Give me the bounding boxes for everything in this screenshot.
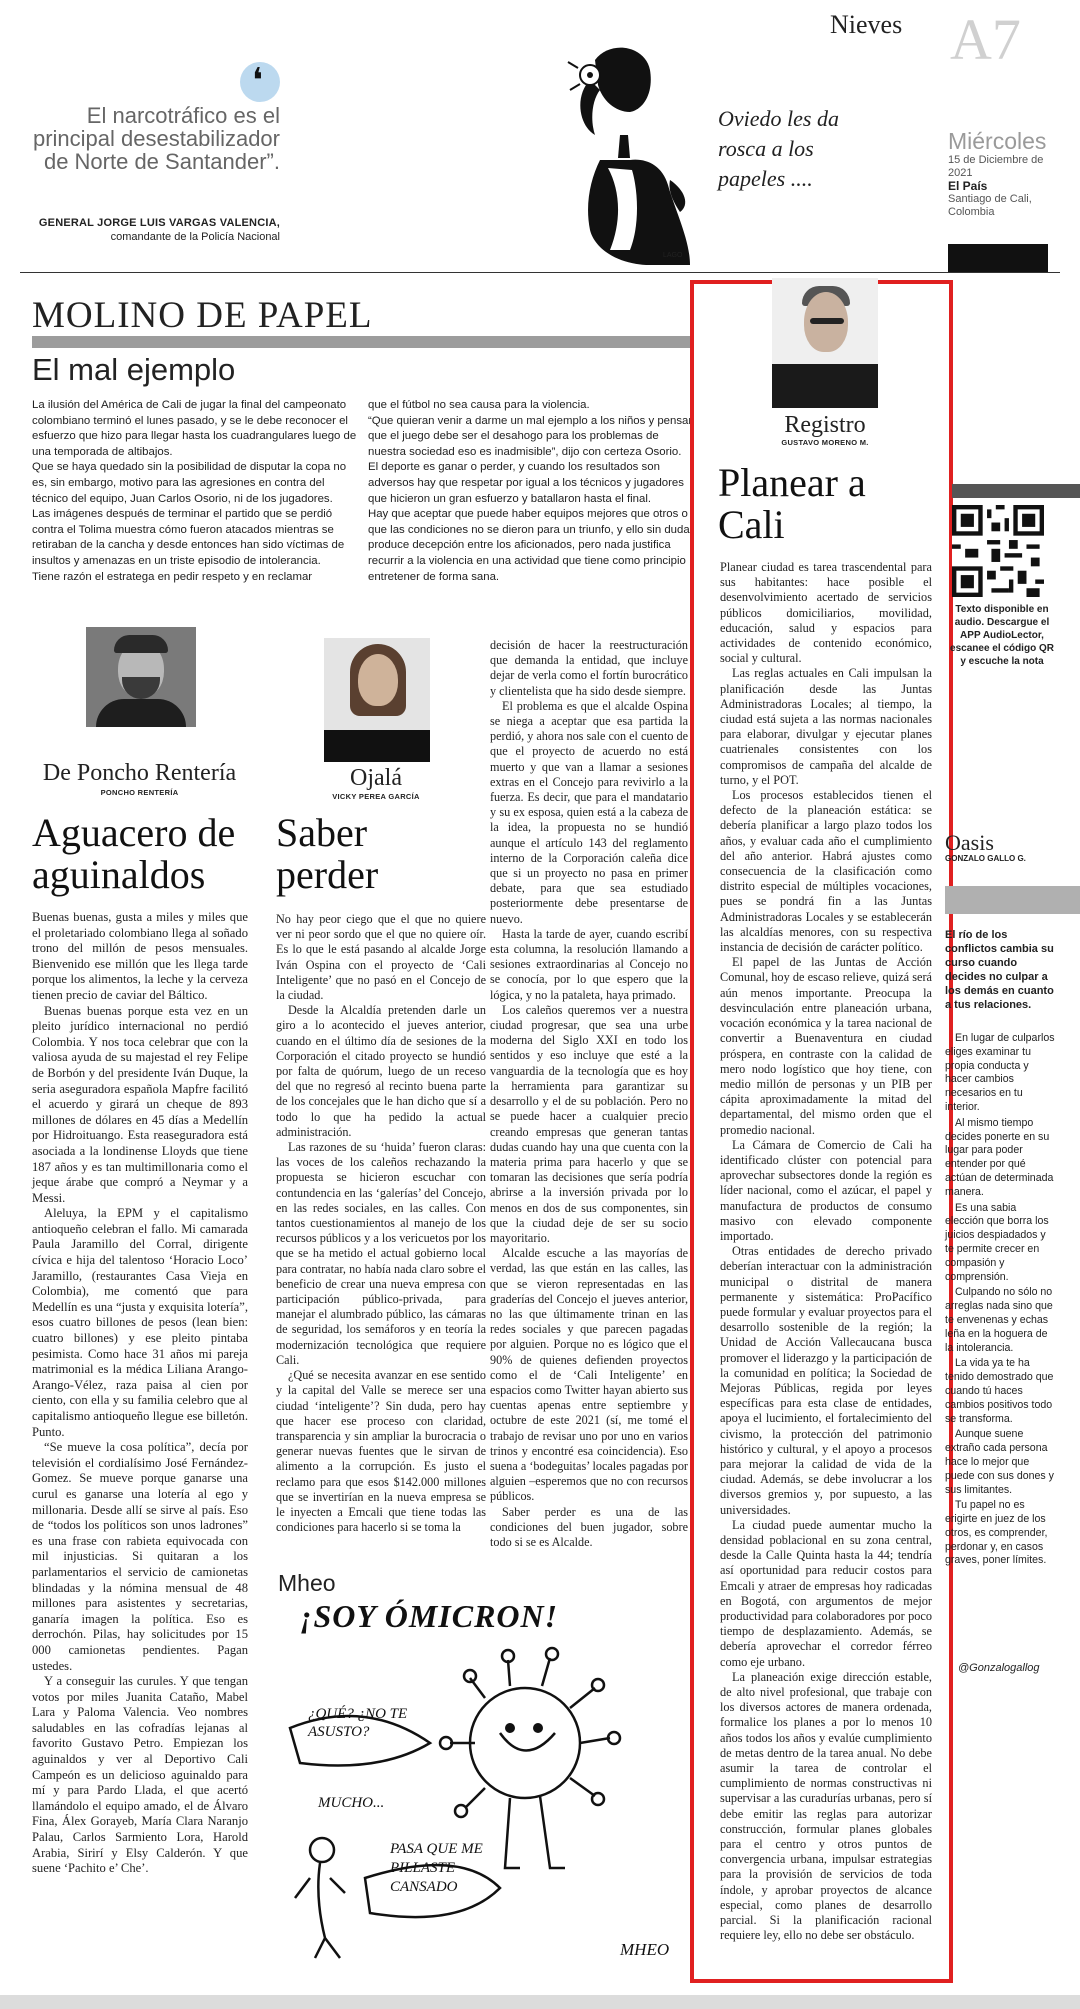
oasis-lead: El río de los conflictos cambia su curso cuando decides no culpar a los demás en cuanto a tus relaciones. [945,929,1054,1011]
paragraph: La vida ya te ha tenido demostrado que cuando tú haces cambios positivos todo se transforma. [945,1357,1054,1425]
article-body-registro [720,560,932,1943]
section-title: MOLINO DE PAPEL [32,295,373,336]
oasis-body [945,1032,1057,1570]
editorial-column-1: La ilusión del América de Cali de jugar la final del campeonato colombiano terminó el lunes pasado, y se le debe reconocer el esfuerzo que hizo para llegar hasta los cuadrangulares luego de una temporada de altibajos. Que se haya quedado sin la posibilidad de disputar la copa no es, sin embargo, motivo para las agresiones en contra del técnico del equipo, Juan Carlos Osorio, ni de los jugadores. Las imágenes después de terminar el partido que se perdió contra el Tolima muestra cómo fueron atacados mientras se retiraban de la cancha y desde entonces han sido víctimas de insultos y amenazas en un triste episodio de intolerancia. Tiene razón el estratega en pedir respeto y en reclamar [32,399,357,583]
qr-code-icon[interactable] [952,505,1044,597]
article-body-ojala-2 [490,638,688,1550]
paragraph: Las reglas actuales en Cali impulsan la planificación desde las Juntas Administradoras Locales; al tiempo, la ciudad está sujeta a las normas nacionales para elaborar, divulgar y ejecutar planes cuatrienales consistentes con los compromisos de campaña del alcalde de turno, y el POT. [720,666,932,787]
paragraph: La Cámara de Comercio de Cali ha identificado clúster con potencial para aprovechar subsectores donde la región es líder nacional, como el azúcar, el papel y manufactura de productos de consumo masivo con elevado componente importado. [720,1137,932,1243]
city: Santiago de Cali, Colombia [948,193,1032,218]
section-name: Nieves [830,10,903,39]
paragraph: Las razones de su ‘huida’ fueron claras: las voces de los caleños rechazando la propuesta se hicieron escuchar con contundencia en las ‘galerías’ del Concejo, en las redes sociales, en las calles. Con tantos cuestionamientos al manejo de los recursos públicos y a los vericuetos por los que se ha metido el actual gobierno local para contratar, no había nada claro sobre el beneficio de crear una nueva empresa con participación público-privada, para manejar el alumbrado público, las cámaras de seguridad, los semáforos y en teoría la modernización tecnológica que requiere Cali. [276,1140,486,1367]
audio-note: Texto disponible en audio. Descargue el APP AudioLector, escanee el código QR y escuche la nota [950,604,1054,667]
paragraph: Y a conseguir las curules. Y que tengan votos por miles Juanita Cataño, Mabel Lara y Paloma Valencia. Veo nombres saludables en las cofradías lejanas al favorito Gustavo Petro. Empiezan los aguinaldos y ver al Deportivo Cali Campeón es un delicioso aguinaldo para mí y para Pardo Llada, el que acertó llamándolo el equipo amado, el de Álvaro Fina, Álex Gorayeb, María Clara Naranjo Palau, Carlos Sarmiento Lora, Harold Arabia, Sirirí y Elsy Calderón. Y que suene ‘Pachito e’ Che’. [32,1674,248,1876]
byline-registro: Registro [784,412,866,438]
cartoon-signature: MHEO [620,1940,670,1959]
cartoon-title: ¡SOY ÓMICRON! [300,1598,559,1634]
paragraph: Aunque suene extraño cada persona hace lo mejor que puede con sus dones y sus limitantes. [945,1428,1054,1496]
weekday: Miércoles [948,128,1047,154]
paragraph: Los caleños queremos ver a nuestra ciudad progresar, que sea una urbe moderna del Siglo XXI en todo los sentidos y eso incluye que esté a la vanguardia de la tecnología que es hoy la herramienta para garantizar su desarrollo y el de su población. Pero no se puede hacer a cualquier precio creando empresas que generan tantas dudas cuando hay una que cuenta con la materia prima para hacerlo y que se tomaran las decisiones que sería podría abrirse a la inversión privada por lo menos en dos de sus componentes, sin que la ciudad deje de ser su socio mayoritario. [490,1002,688,1245]
headline-registro: Planear a Cali [718,460,866,547]
author-registro: GUSTAVO MORENO M. [781,438,869,447]
headline-renteria: Aguacero de aguinaldos [32,810,236,897]
paragraph: ¿Qué se necesita avanzar en ese sentido y la capital del Valle se merece ser una ciudad ‘inteligente’? Sin duda, pero hay que hacer ese proceso con claridad, transparencia y sin ampliar la burocracia o generar nuevas fuentes que le sirvan de alimento a la corrupción. Es justo el reclamo para que esos $142.000 millones que se invertirían en la nueva empresa se le inyecten a Emcali que tiene todas las condiciones para hacerlo si se toma la [276,1368,486,1535]
oasis-gray-bar [945,886,1080,914]
oasis-twitter-handle[interactable]: @Gonzalogallog [958,1662,1040,1674]
paragraph: El problema es que el alcalde Ospina se niega a aceptar que esa partida la perdió, y ahora nos sale con el cuento de que el proyecto de acuerdo no está muerto y que van a llamar a sesiones extras en el Concejo para revivirlo a la fuerza. Es decir, que para el mandatario y su ex esposa, quien está a la cabeza de la idea, la propuesta no se hundió aunque el artículo 143 del reglamento interno de la Corporación caleña dice que si un proyecto no pasa en primer debate, para que sea estudiado posteriormente debe presentarse de nuevo. [490,698,688,926]
editorial-title: El mal ejemplo [32,352,236,387]
footer-bar [0,1995,1080,2009]
article-body-ojala-1 [276,912,486,1535]
paragraph: La ciudad puede aumentar mucho la densidad poblacional en su zona central, desde la Calle Quinta hasta la 44; tendría así oportunidad para reducir costos para Emcali y atraer de empresas hoy radicadas en Bogotá, con argumentos de mejor productividad para colaboradores por poco tiempo de desplazamiento. Además, se debería aprovechar el corredor férreo como eje urbano. [720,1517,932,1669]
section-gray-bar [32,336,692,348]
cartoon-bubble-man-2: PASA QUE ME PILLASTE CANSADO [390,1841,483,1895]
author-photo-moreno [772,278,878,408]
date: 15 de Diciembre de 2021 [948,154,1044,179]
headline-ojala: Saber perder [276,810,379,897]
quote-glyph: ❛ [252,63,263,100]
cartoon-bubble-virus: ¿QUÉ? ¿NO TE ASUSTO? [308,1706,408,1740]
paragraph: Planear ciudad es tarea trascendental para sus habitantes: hace posible el desenvolvimiento acertado de servicios públicos domiciliarios, movilidad, educación, salud y espacios para actividades de contenido económico, social y cultural. [720,560,932,666]
paragraph: “Se mueve la cosa política”, decía por televisión el cordialísimo José Fernández-Gomez. Se mueve porque ganarse una curul es ganarse una lotería al ego y millonaria. Desde allí se sirve al país. Eso de “todos los políticos son unos ladrones” es una frase con rabieta equivocada con mil injusticias. Si quitaran a los parlamentarios el servicio de camionetas blindadas y la nómina mensual de 48 millones para asistentes y secretarias, ganaría imagen la política. Eso es derrochón. Pilas, hay solicitudes por 15 000 camionetas pendientes. Pagan ustedes. [32,1440,248,1673]
paragraph: Aleluya, la EPM y el capitalismo antioqueño celebran el fallo. Mi camarada Paula Jaramillo del Corral, dirigente cívica e hija del talentoso ‘Horacio Loco’ Jaramillo, (restaurantes Casa Vieja en Colombia), me comentó que para Medellín es una “justa y exquisita lotería”, esos cuatro billones de pesos (lean bien: cuatro billones) y ese pleito pintaba pesimista. Como hace 31 años mi pareja matrimonial es la médica Liliana Arango-Arango-Vélez, raza paisa al cien por ciento, con ella y su familia celebro que al capitalismo antioqueño llegue ese billetón. Punto. [32,1206,248,1439]
header-black-bar [948,244,1048,272]
paragraph: Desde la Alcaldía pretenden darle un giro a lo acontecido el jueves anterior, cuando en el último día de sesiones de la Corporación el citado proyecto se hundió por falta de quórum, luego de un receso del que no regresó al recinto buena parte de los concejales que le han dicho que sí a todo lo que ha pedido la actual administración. [276,1003,486,1139]
cartoon-bubble-man-1: MUCHO... [318,1795,385,1811]
header-divider [20,272,1060,273]
author-renteria: PONCHO RENTERÍA [100,788,179,797]
paragraph: Saber perder es una de las condiciones del buen jugador, sobre todo si se es Alcalde. [490,1504,688,1549]
paragraph: El papel de las Juntas de Acción Comunal, hoy de escaso relieve, quizá será aún menos importante. Preocupa la desvinculación entre planeación urbana, vocación económica y la tarea nacional de convertir a Buenaventura en ciudad próspera, en contraste con la calidad de mero nodo logístico que hoy tiene, con medio millón de personas y un PIB per cápita aproximadamente la mitad del departamental, del mismo orden que el promedio nacional. [720,955,932,1137]
byline-oasis: Oasis [945,830,994,855]
strip-gray-bar [952,484,1080,498]
nieves-signature: LAGO [663,252,683,259]
author-ojala: VICKY PEREA GARCÍA [332,792,420,801]
quote-icon [240,62,280,102]
byline-ojala: Ojalá [350,765,402,791]
quote-author-role: comandante de la Policía Nacional [110,231,280,243]
paragraph: En lugar de culparlos eliges examinar tu propia conducta y hacer cambios necesarios en tu interior. [945,1032,1055,1113]
paragraph: Culpando no sólo no arreglas nada sino que te envenenas y echas leña en la hoguera de la intolerancia. [945,1286,1053,1354]
paragraph: decisión de hacer la reestructuración que demanda la entidad, que incluye dejar de verla como el fortín burocrático y clientelista que ha sido desde siempre. [490,638,688,698]
editorial-column-2: que el fútbol no sea causa para la violencia. “Que quieran venir a darme un mal ejemplo a los niños y pensar que el juego debe ser el desahogo para los problemas de nuestra sociedad eso es inadmisible”, dijo con certeza Osorio. El deporte es ganar o perder, y cuando los resultados son adversos hay que respetar por igual a los técnicos y jugadores que hicieron un gran esfuerzo y batallaron hasta el final. Hay que aceptar que puede haber equipos mejores que otros o que las condiciones no se dieron para un triunfo, y ello sin duda produce decepción entre los aficionados, pero nada justifica recurrir a la violencia en una actividad que tiene como principio entretener de forma sana. [368,399,693,583]
quote-author: GENERAL JORGE LUIS VARGAS VALENCIA, [38,217,280,229]
article-body-renteria [32,910,248,1877]
author-photo-renteria [86,627,196,727]
paragraph: Los procesos establecidos tienen el defecto de la planeación estática: se debería planificar a largo plazo todos los años, y evaluar cada año el cumplimiento del año anterior. Habrá ajustes como consecuencia de la clasificación como distrito especial de múltiples vocaciones, pues se pondrá fin a las Juntas Administradoras Locales y se establecerán las alcaldías menores, con su respectiva instancia de decisión de carácter político. [720,788,932,955]
front-quote: El narcotráfico es el principal desestabilizador de Norte de Santander”. [32,103,280,174]
quote-attribution [20,216,280,244]
paragraph: La planeación exige dirección estable, de alto nivel profesional, que trabaje con los diversos actores de manera ordenada, formalice los planes a por lo menos 10 años todos los años y evalúe cumplimiento de metas dentro de la tarea anual. No debe asumir la tarea de controlar el cumplimiento de normas constructivas ni supervisar a las curadurías urbanas, pero sí debe emitir las reglas para autorizar construcción, formular planes globales para el centro y otros puntos de convergencia urbana, impulsar estrategias para la provisión de servicios de toda índole, y aprobar proyectos de alcance especial, como planes de desarrollo parcial. Si la planificación racional requiere ley, ello no debe ser obstáculo. [720,1669,932,1943]
paper-name: El País [948,179,988,193]
cartoon-section: Mheo [278,1570,336,1596]
paragraph: Hasta la tarde de ayer, cuando escribí esta columna, la resolución llamando a sesiones extraordinarias al Concejo no se conocía, por lo que espero que la lógica, y no la pataleta, haya primado. [490,926,688,1002]
byline-renteria: De Poncho Rentería [42,760,237,786]
paragraph: Otras entidades de derecho privado deberían interactuar con la administración municipal o distrital de manera permanente y sistemática: ProPacífico puede formular y evaluar proyectos para el desarrollo sostenible de la región; la Unidad de Acción Vallecaucana busca promover el liderazgo y la participación de la comunidad en política; la Sociedad de Mejoras Públicas, regida por leyes específicas para esta clase de entidades, apoya el lucimiento, el fortalecimiento del civismo, la protección del patrimonio histórico y cultural, y el apoyo a procesos para mejorar la calidad de vida de la ciudad. Además, se debe involucrar a los diversos gremios y, por supuesto, a las universidades. [720,1244,932,1517]
author-oasis: GONZALO GALLO G. [945,854,1026,863]
paragraph: Buenas buenas, gusta a miles y miles que el proletariado colombiano llega al soñado trono del millón de pesos mensuales. Bienvenido ese millón que les llega tarde porque los alimentos, la leche y la cerveza tienen precio de caviar del Báltico. [32,910,248,1002]
paragraph: No hay peor ciego que el que no quiere ver ni peor sordo que el que no quiere oír. Es lo que le está pasando al alcalde Jorge Iván Ospina con el proyecto de ‘Cali Inteligente’ que no pasó en el Concejo de la ciudad. [276,912,486,1003]
paragraph: Buenas buenas porque esta vez en un pleito jurídico internacional no perdió Colombia. Y nos toca celebrar que con la valiosa ayuda de su majestad el rey Felipe de Borbón y del presidente Iván Duque, la seria aseguradora española Mapfre facilitó el acuerdo y girará un cheque de 893 millones de dólares en 45 días a Medellín por Hidroituango. Esta reaseguradora está asociada a la londinense Lloyds que tiene 187 años y es tan multimillonaria como el jeque árabe que compró a Neymar y a Messi. [32,1003,248,1205]
paragraph: Alcalde escuche a las mayorías de verdad, las que están en las calles, las que se vieron representadas en las graderías del Concejo el jueves anterior, no las que últimamente trinan en las redes sociales y que parecen pagadas por alguien. Porque no es lógico que el 90% de quienes defienden proyectos como el de ‘Cali Inteligente’ en espacios como Twitter hayan abierto sus cuentas apenas entre septiembre y octubre de este 2021 (sí, me tomé el trabajo de revisar uno por uno en varios trinos y encontré esa coincidencia). Eso suena a ‘bodeguitas’ locales pagadas por alguien –esperemos que no con recursos públicos. [490,1246,688,1504]
nieves-handwritten-note: Oviedo les da rosca a los papeles .... [718,106,839,191]
paragraph: Al mismo tiempo decides ponerte en su lugar para poder entender por qué actúan de determinada manera. [945,1116,1054,1198]
date-block [948,128,1068,219]
page-number: A7 [950,7,1021,72]
nieves-illustration [550,40,730,265]
paragraph: Es una sabia elección que borra los juicios despiadados y te permite crecer en compasión y comprensión. [945,1201,1049,1283]
author-photo-perea [324,638,430,762]
paragraph: Tu papel no es erigirte en juez de los otros, es comprender, perdonar y, en casos graves, poner límites. [945,1499,1048,1567]
